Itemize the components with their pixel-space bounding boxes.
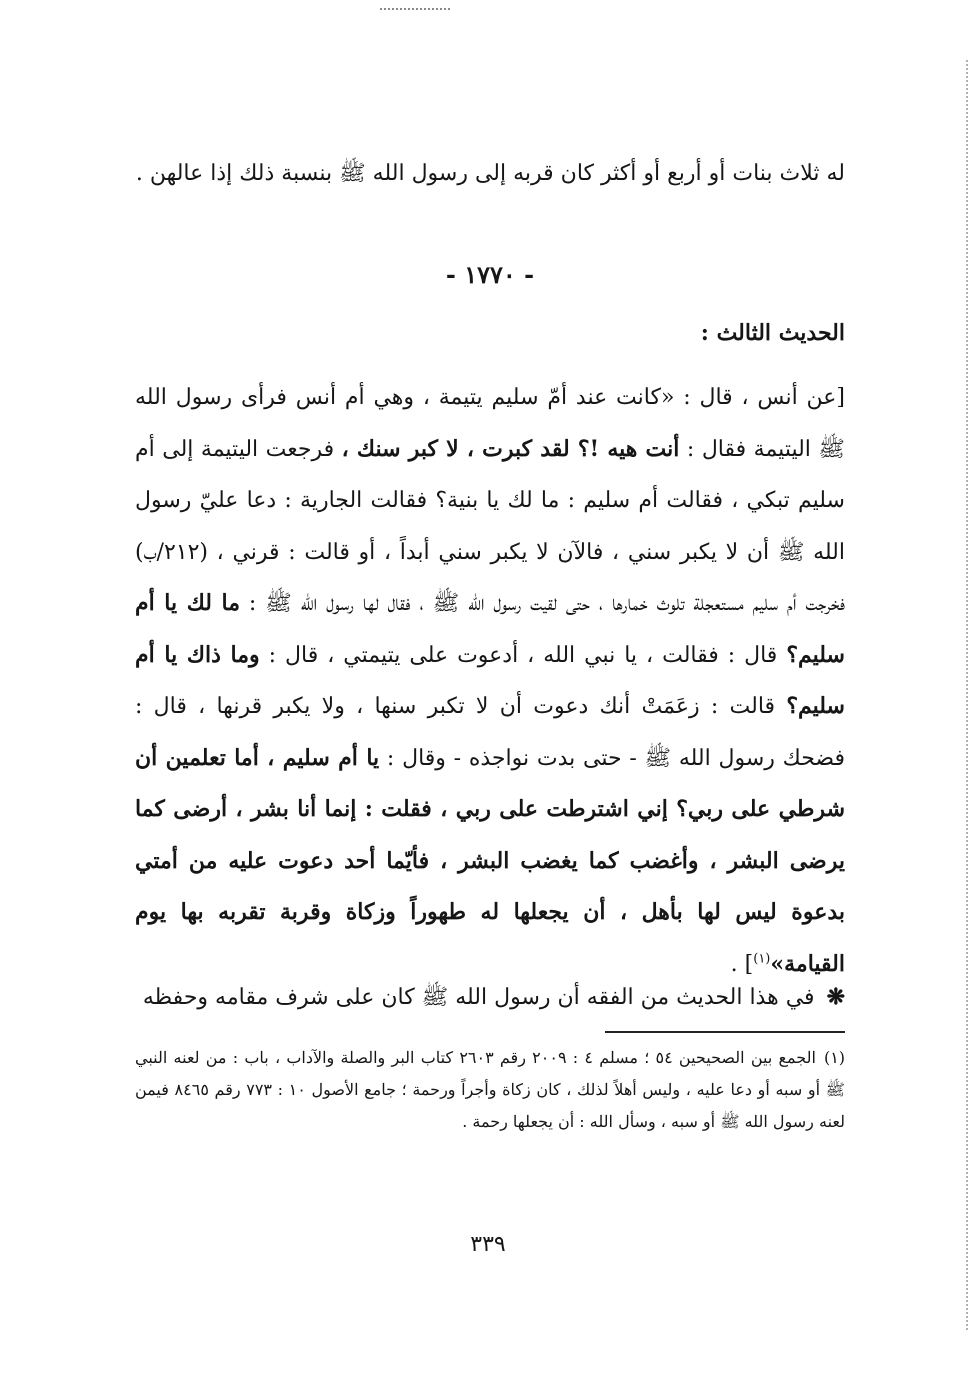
- footnote: [135, 1042, 845, 1138]
- hadith-number: - ١٧٧٠ -: [445, 260, 535, 289]
- page-number: ٣٣٩: [470, 1232, 506, 1257]
- page-edge-dots: [964, 60, 968, 1330]
- hadith-text: [135, 372, 845, 990]
- footnote-separator: [605, 1031, 845, 1033]
- section-heading: الحديث الثالث :: [700, 320, 845, 346]
- intro-paragraph: له ثلاث بنات أو أربع أو أكثر كان قربه إلى رسول الله ﷺ بنسبة ذلك إذا عالهن .: [135, 161, 845, 186]
- footnote-number: (١): [823, 1048, 846, 1067]
- footnote-text: الجمع بين الصحيحين ٥٤ ؛ مسلم ٤ : ٢٠٠٩ رقم ٢٦٠٣ كتاب البر والصلة والآداب ، باب : من لعنه النبي ﷺ أو سبه أو دعا عليه ، وليس أهلاً لذلك ، كان زكاة وأجراً ورحمة ؛ جامع الأصول ١٠ : ٧٧٣ رقم ٨٤٦٥ فيمن لعنه رسول الله ﷺ أو سبه ، وسأل الله : أن يجعلها رحمة .: [135, 1048, 846, 1131]
- hadith-part-3: قال : فقالت ، يا نبي الله ، أدعوت على يتيمتي ، قال :: [259, 642, 787, 668]
- asterisk-icon: ❋: [826, 984, 845, 1010]
- hadith-part-1: [عن أنس ، قال : «كانت عند أمّ سليم يتيمة ، وهي أم أنس فرأى رسول الله ﷺ اليتيمة فقال :: [135, 385, 845, 462]
- top-edge-mark: [380, 0, 450, 10]
- hadith-part-2: فرجعت اليتيمة إلى أم سليم تبكي ، فقالت أم سليم : ما لك يا بنية؟ فقالت الجارية : دعا عليّ رسول الله ﷺ أن لا يكبر سني ، فالآن لا يكبر سني أبداً ، أو قالت : قرني ، (٢١٢/ب) فخرجت أم سليم مستعجلة تلوث خمارها ، حتى لقيت رسول الله ﷺ ، فقال لها رسول الله ﷺ :: [135, 436, 845, 616]
- hadith-end: ] .: [730, 951, 754, 977]
- hadith-bold-3: وما ذاك يا أم سليم؟: [135, 641, 845, 719]
- hadith-bold-2: ما لك يا أم سليم؟: [135, 590, 845, 668]
- hadith-bold-1: أنت هيه !؟ لقد كبرت ، لا كبر سنك ،: [341, 435, 680, 462]
- hadith-bold-4: يا أم سليم ، أما تعلمين أن شرطي على ربي؟ إني اشترطت على ربي ، فقلت : إنما أنا بشر ، أرضى كما يرضى البشر ، وأغضب كما يغضب البشر ، فأيّما أحد دعوت عليه من أمتي بدعوة ليس لها بأهل ، أن يجعلها له طهوراً وزكاة وقربة تقربه بها يوم القيامة»: [135, 744, 845, 977]
- fiqh-text: في هذا الحديث من الفقه أن رسول الله ﷺ كان على شرف مقامه وحفظه: [142, 985, 815, 1010]
- hadith-part-4: قالت : زعَمَتْ أنك دعوت أن لا تكبر سنها ، ولا يكبر قرنها ، قال : فضحك رسول الله ﷺ - حتى بدت نواجذه - وقال :: [135, 694, 846, 771]
- fiqh-paragraph: [135, 972, 845, 1023]
- footnote-reference: (١): [753, 951, 771, 967]
